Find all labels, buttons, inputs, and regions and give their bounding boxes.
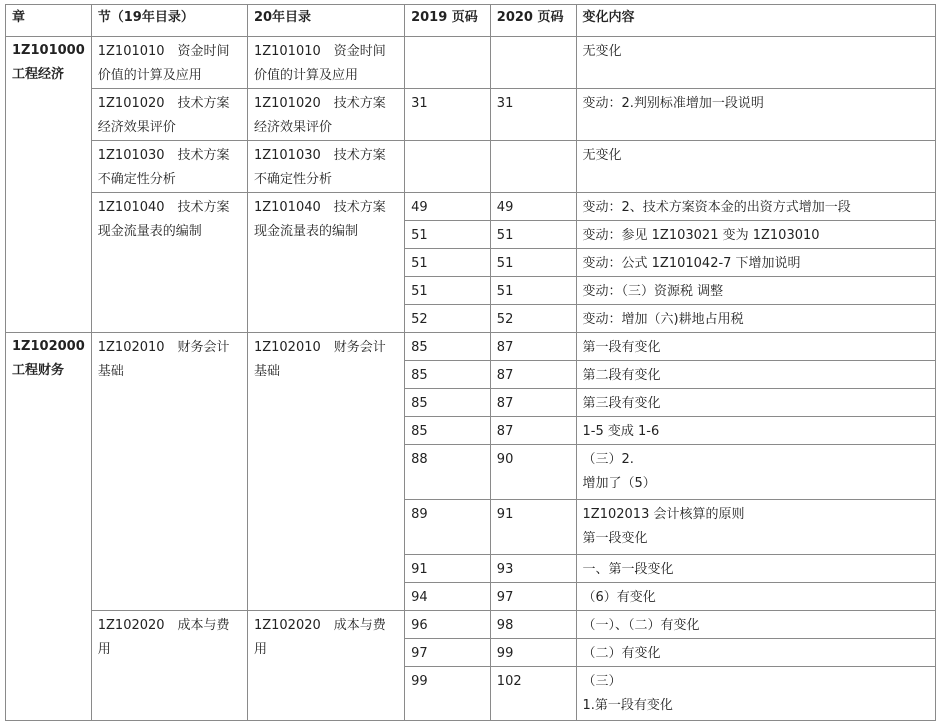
change-text: 增加了（5） [582, 476, 656, 491]
page-2019-cell: 96 [405, 611, 491, 639]
table-row [6, 89, 936, 141]
change-cell [576, 141, 935, 193]
change-text: （三） [582, 674, 622, 689]
page-2020-cell: 93 [490, 555, 576, 583]
table-row [6, 37, 936, 89]
table-row [6, 193, 936, 221]
page-2019-cell: 85 [405, 389, 491, 417]
section-19-cell: 1Z101010 资金时间价值的计算及应用 [91, 37, 247, 89]
change-cell [576, 583, 935, 611]
header-chapter: 章 [6, 5, 92, 37]
section-20-cell: 1Z102010 财务会计基础 [247, 333, 404, 611]
page-2019-cell: 85 [405, 333, 491, 361]
change-text: 变动：参见 1Z103021 变为 1Z103010 [582, 228, 820, 243]
page-2019-cell: 51 [405, 221, 491, 249]
change-text: 无变化 [582, 44, 622, 59]
change-cell [576, 277, 935, 305]
page-2020-cell [490, 37, 576, 89]
section-19-cell: 1Z101030 技术方案不确定性分析 [91, 141, 247, 193]
section-19-cell: 1Z102010 财务会计基础 [91, 333, 247, 611]
change-cell [576, 555, 935, 583]
section-19-cell: 1Z101020 技术方案经济效果评价 [91, 89, 247, 141]
header-page-2019: 2019 页码 [405, 5, 491, 37]
change-text: （二）有变化 [582, 646, 661, 661]
section-19-cell: 1Z102020 成本与费用 [91, 611, 247, 721]
page-2019-cell [405, 37, 491, 89]
change-cell [576, 249, 935, 277]
change-cell [576, 305, 935, 333]
header-section-20: 20年目录 [247, 5, 404, 37]
change-cell [576, 221, 935, 249]
page-2020-cell: 98 [490, 611, 576, 639]
section-20-cell: 1Z101010 资金时间价值的计算及应用 [247, 37, 404, 89]
page-2020-cell: 90 [490, 445, 576, 500]
section-20-cell: 1Z101040 技术方案现金流量表的编制 [247, 193, 404, 333]
change-cell [576, 89, 935, 141]
page-2020-cell: 99 [490, 639, 576, 667]
header-change: 变化内容 [576, 5, 935, 37]
change-cell [576, 611, 935, 639]
page-2019-cell: 91 [405, 555, 491, 583]
change-cell [576, 445, 935, 500]
change-text: 变动：2、技术方案资本金的出资方式增加一段 [582, 200, 851, 215]
page-2019-cell [405, 141, 491, 193]
page-2019-cell: 51 [405, 249, 491, 277]
page-2019-cell: 31 [405, 89, 491, 141]
change-text: 一、第一段变化 [582, 562, 674, 577]
page-2019-cell: 99 [405, 667, 491, 721]
change-text: 变动：公式 1Z101042-7 下增加说明 [582, 256, 801, 271]
header-page-2020: 2020 页码 [490, 5, 576, 37]
page-2019-cell: 85 [405, 417, 491, 445]
change-cell [576, 639, 935, 667]
page-2020-cell: 87 [490, 417, 576, 445]
page-2020-cell: 52 [490, 305, 576, 333]
page-2020-cell: 51 [490, 221, 576, 249]
change-text: 第二段有变化 [582, 368, 661, 383]
change-cell [576, 333, 935, 361]
change-text: 变动：（三）资源税 调整 [582, 284, 724, 299]
page-2020-cell: 87 [490, 389, 576, 417]
page-2019-cell: 85 [405, 361, 491, 389]
change-cell [576, 389, 935, 417]
change-cell [576, 361, 935, 389]
section-19-cell: 1Z101040 技术方案现金流量表的编制 [91, 193, 247, 333]
page-2020-cell: 31 [490, 89, 576, 141]
change-text: 第一段有变化 [582, 340, 661, 355]
page-2020-cell: 97 [490, 583, 576, 611]
change-cell [576, 193, 935, 221]
page-2020-cell: 87 [490, 361, 576, 389]
section-20-cell: 1Z101030 技术方案不确定性分析 [247, 141, 404, 193]
change-text: 无变化 [582, 148, 622, 163]
change-text: 第三段有变化 [582, 396, 661, 411]
change-cell [576, 37, 935, 89]
change-text: （三）2. [582, 452, 634, 467]
change-text: 变动：2.判别标准增加一段说明 [582, 96, 764, 111]
change-text: （一）、（二）有变化 [582, 618, 700, 633]
page-2020-cell: 51 [490, 249, 576, 277]
change-text: 1.第一段有变化 [582, 698, 673, 713]
header-row [6, 5, 936, 37]
page-2020-cell: 87 [490, 333, 576, 361]
page-2020-cell: 51 [490, 277, 576, 305]
page-2019-cell: 49 [405, 193, 491, 221]
page-2019-cell: 97 [405, 639, 491, 667]
page-2020-cell [490, 141, 576, 193]
page-2019-cell: 89 [405, 500, 491, 555]
change-text: 1-5 变成 1-6 [582, 424, 660, 439]
change-cell [576, 500, 935, 555]
page-2020-cell: 91 [490, 500, 576, 555]
page-2020-cell: 49 [490, 193, 576, 221]
comparison-table [5, 4, 936, 721]
table-row [6, 333, 936, 361]
change-text: 第一段变化 [582, 531, 648, 546]
page-2019-cell: 51 [405, 277, 491, 305]
section-20-cell: 1Z102020 成本与费用 [247, 611, 404, 721]
change-text: （6）有变化 [582, 590, 656, 605]
change-cell [576, 417, 935, 445]
header-section-19: 节（19年目录） [91, 5, 247, 37]
page-2019-cell: 94 [405, 583, 491, 611]
chapter-cell: 1Z101000 工程经济 [6, 37, 92, 333]
table-row [6, 141, 936, 193]
chapter-cell: 1Z102000 工程财务 [6, 333, 92, 721]
change-text: 变动：增加（六)耕地占用税 [582, 312, 744, 327]
section-20-cell: 1Z101020 技术方案经济效果评价 [247, 89, 404, 141]
table-row [6, 611, 936, 639]
change-text: 1Z102013 会计核算的原则 [582, 507, 745, 522]
page-2020-cell: 102 [490, 667, 576, 721]
page-2019-cell: 52 [405, 305, 491, 333]
page-2019-cell: 88 [405, 445, 491, 500]
change-cell [576, 667, 935, 721]
